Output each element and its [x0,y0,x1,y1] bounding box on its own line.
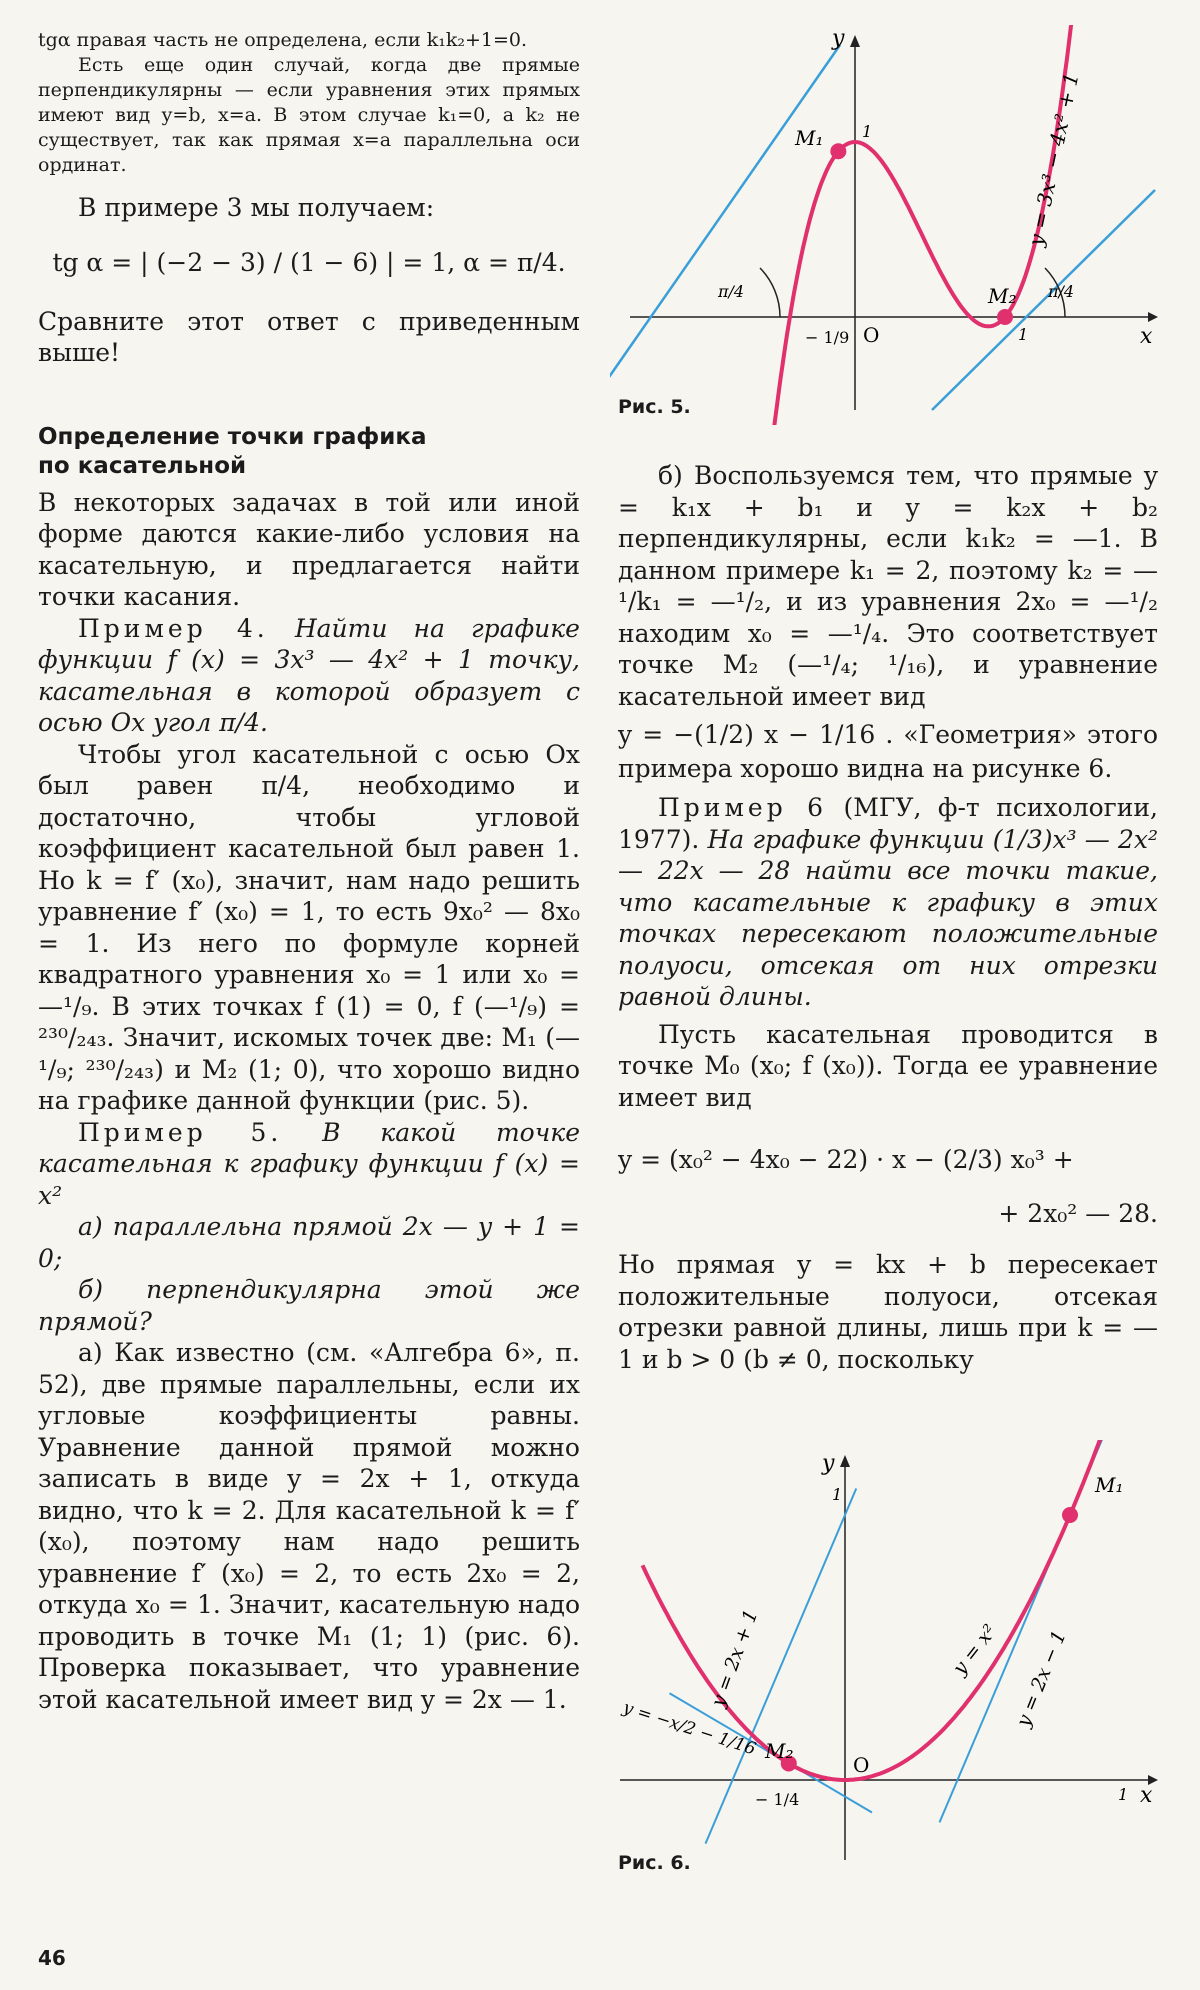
example5-solution-a: а) Как известно (см. «Алгебра 6», п. 52), две прямые параллельны, если их угловые коэффициенты равны. Уравнение данной прямой можно записать в виде y = 2x + 1, откуда видно, что k = 2. Для касательной k = f′ (x₀), поэтому нам надо решить уравнение f′ (x₀) = 2, то есть 2x₀ = 2, откуда x₀ = 1. Значит, касательную надо проводить в точке M₁ (1; 1) (рис. 6). Проверка показывает, что уравнение этой касательной имеет вид y = 2x — 1. [38,1338,580,1714]
fig6-line-2x-minus-1 [940,1440,1111,1822]
example5 [38,1117,580,1212]
fig5-origin-label: O [863,323,880,347]
fig6-tick-neg: − 1/4 [755,1790,800,1809]
example3-intro: В примере 3 мы получаем: [78,193,435,222]
section-heading: Определение точки графика по касательной [38,423,427,479]
solution-b-formula-line [618,718,1158,786]
fig6-point-m1 [1062,1507,1078,1523]
fig5-x-arrow [1148,312,1158,322]
fig5-tick-y1: 1 [862,122,873,141]
example4 [38,613,580,739]
fig5-axis-y-label: y [832,26,845,51]
example6 [618,792,1158,1013]
example5-part-b: б) перпендикулярна этой же прямой? [38,1275,580,1336]
fig5-tick-x1: 1 [1018,325,1029,344]
fig5-m1-label: M₁ [795,126,824,150]
example3-formula: tg α = | (−2 − 3) / (1 − 6) | = 1, α = π/4. [52,247,566,277]
fig5-angle-label-2: π/4 [1048,282,1075,301]
fig5-curve-label: y = 3x³ − 4x² + 1 [1023,70,1084,249]
formula-line-1: y = (x₀² − 4x₀ − 22) · x − (2/3) x₀³ + [618,1145,1074,1174]
example6-label: Пример 6 [658,793,828,822]
page-number: 46 [38,1946,66,1970]
intro-paragraph-1: tgα правая часть не определена, если k₁k₂+1=0. [38,29,528,51]
section-intro: В некоторых задачах в той или иной форме даются какие-либо условия на касательную, и предлагается найти точки касания. [38,487,580,611]
fig6-tick-y1: 1 [832,1485,843,1504]
intro-paragraph-2: Есть еще один случай, когда две прямые перпендикулярны — если уравнения этих прямых имеют вид y=b, x=a. В этом случае k₁=0, а k₂ не существует, так как прямая x=a параллельна оси ординат. [38,54,580,176]
fig5-point-m1 [830,143,846,159]
fig6-caption: Рис. 6. [618,1852,691,1874]
compare-text: Сравните этот ответ с приведенным выше! [38,306,580,367]
fig6-axis-y-label: y [822,1451,835,1476]
fig6-origin-label: O [853,1753,870,1777]
fig5-angle-label-1: π/4 [718,282,745,301]
fig6-m2-label: M₂ [765,1739,794,1763]
fig6-line-a-label: y = 2x + 1 [707,1606,763,1710]
right-column [618,460,1158,1375]
fig6-axis-x-label: x [1140,1783,1153,1808]
example4-task: Найти на графике функции f (x) = 3x³ — 4x² + 1 точку, касательная в которой образует с осью Ox угол π/4. [38,613,580,737]
fig6-line-b-label: y = 2x − 1 [1012,1627,1071,1730]
example4-label: Пример 4. [78,613,269,643]
final-text: Но прямая y = kx + b пересекает положительные полуоси, отсекая отрезки равной длины, лишь при k = —1 и b > 0 (b ≠ 0, поскольку [618,1250,1158,1374]
fig5-m2-label: M₂ [988,284,1017,308]
formula-line-2: + 2x₀² — 28. [998,1199,1158,1228]
fig5-point-m2 [997,309,1013,325]
solution-b-tail: «Геометрия» этого примера хорошо видна на рисунке 6. [618,720,1158,783]
fig6-m1-label: M₁ [1095,1473,1124,1497]
fig6-y-arrow [840,1455,850,1467]
example5-label: Пример 5. [78,1117,283,1147]
fig6-tick-x1: 1 [1118,1785,1129,1804]
fig5-angle-arc-1 [760,268,780,317]
fig5-axis-x-label: x [1140,324,1153,349]
fig5-caption: Рис. 5. [618,396,691,418]
example5-part-a: а) параллельна прямой 2x — y + 1 = 0; [38,1212,580,1273]
left-column [38,28,580,1715]
example6-solution: Пусть касательная проводится в точке M₀ (x₀; f (x₀)). Тогда ее уравнение имеет вид [618,1019,1158,1112]
figure-5 [610,25,1170,425]
fig6-line-c-label: y = −x/2 − 1/16 [620,1697,759,1760]
fig5-tick-neg: − 1/9 [805,328,850,347]
example4-solution: Чтобы угол касательной с осью Ox был равен π/4, необходимо и достаточно, чтобы угловой коэффициент касательной был равен 1. Но k = f′ (x₀), значит, нам надо решить уравнение f′ (x₀) = 1, то есть 9x₀² — 8x₀ = 1. Из него по формуле корней квадратного уравнения x₀ = 1 или x₀ = —¹/₉. В этих точках f (1) = 0, f (—¹/₉) = ²³⁰/₂₄₃. Значит, искомых точек две: M₁ (—¹/₉; ²³⁰/₂₄₃) и M₂ (1; 0), что хорошо видно на графике данной функции (рис. 5). [38,739,580,1115]
figure-6 [610,1440,1170,1880]
example5-task: В какой точке касательная к графику функции f (x) = x² [38,1117,580,1210]
fig5-y-arrow [850,35,860,47]
fig6-curve-label: y = x² [948,1620,1002,1680]
solution-b-formula: y = −(1/2) x − 1/16 . [618,720,894,749]
example6-task: На графике функции (1/3)x³ — 2x² — 22x — 28 найти все точки такие, что касательные к графику в этих точках пересекают положительные полуоси, отсекая от них отрезки равной длины. [618,824,1158,1011]
solution-b: б) Воспользуемся тем, что прямые y = k₁x + b₁ и y = k₂x + b₂ перпендикулярны, если k₁k₂ = —1. В данном примере k₁ = 2, поэтому k₂ = —¹/k₁ = —¹/₂, и из уравнения 2x₀ = —¹/₂ находим x₀ = —¹/₄. Это соответствует точке M₂ (—¹/₄; ¹/₁₆), и уравнение касательной имеет вид [618,461,1158,711]
example6-source: (МГУ, ф-т психологии, 1977). [618,793,1158,854]
